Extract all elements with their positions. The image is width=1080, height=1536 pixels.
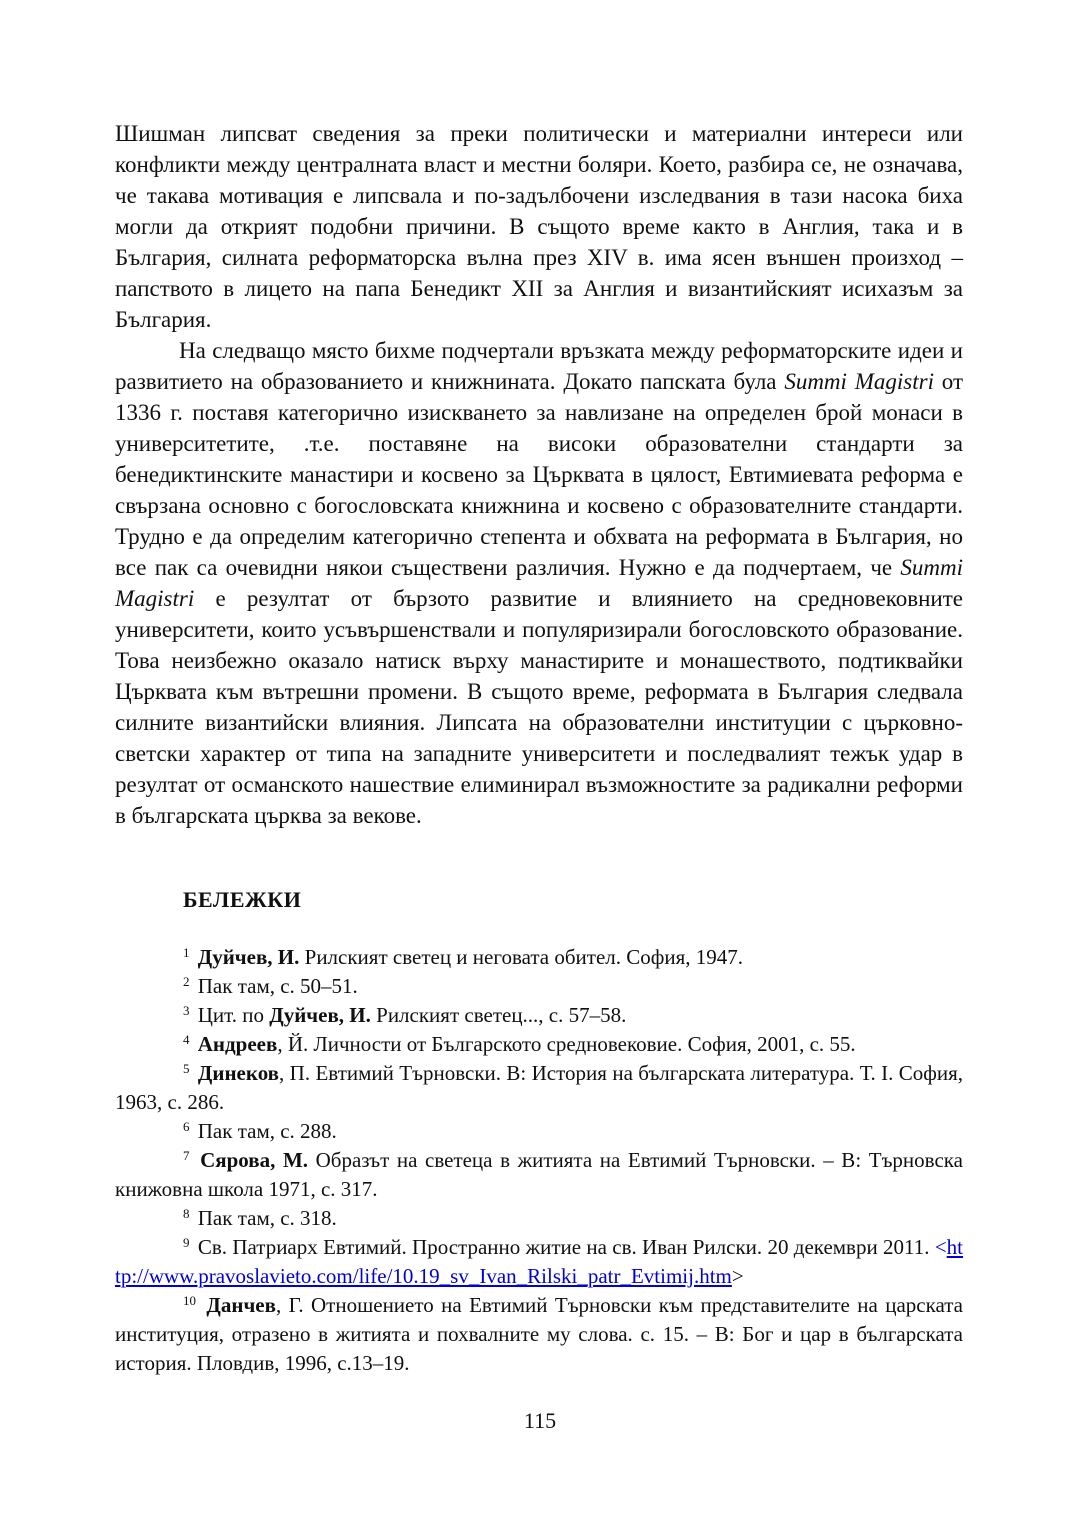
text-run-normal: Пак там, с. 288. xyxy=(197,1119,337,1143)
page-content xyxy=(115,118,963,1378)
text-run-italic: Summi Magistri xyxy=(115,555,963,611)
footnote-item xyxy=(115,972,963,1001)
footnote-number: 6 xyxy=(183,1119,190,1134)
text-run-bold: Данчев xyxy=(206,1293,276,1317)
text-run-normal: Рилският светец и неговата обител. София, 1947. xyxy=(299,945,744,969)
text-run-normal: Цит. по xyxy=(197,1003,270,1027)
body-text xyxy=(115,118,963,831)
footnote-item xyxy=(115,943,963,972)
footnote-number: 5 xyxy=(183,1061,190,1076)
text-run-italic: Summi Magistri xyxy=(784,369,934,394)
footnote-item xyxy=(115,1204,963,1233)
text-run-normal: , Й. Личности от Българското средновековие. София, 2001, с. 55. xyxy=(277,1032,856,1056)
text-run-normal: Рилският светец..., с. 57–58. xyxy=(370,1003,627,1027)
notes-heading: БЕЛЕЖКИ xyxy=(183,887,302,912)
footnote-item xyxy=(115,1001,963,1030)
footnote-number: 3 xyxy=(183,1003,190,1018)
footnote-item xyxy=(115,1146,963,1204)
text-run-normal: от 1336 г. поставя категорично изискването за навлизане на определен брой монаси в университетите, .т.е. поставяне на високи образователни стандарти за бенедиктинските манастири и косвено за Църквата в цялост, Евтимиевата реформа е свързана основно с богословската книжнина и косвено с образователните стандарти. Трудно е да определим категорично степента и обхвата на реформата в България, но все пак са очевидни някои съществени различия. Нужно е да подчертаем, че xyxy=(115,369,964,580)
text-run-normal: На следващо място бихме подчертали връзката между реформаторските идеи и развитието на образованието и книжнината. Докато папската була xyxy=(115,338,963,394)
footnote-number: 8 xyxy=(183,1206,190,1221)
text-run-bold: Дуйчев, И. xyxy=(197,945,300,969)
body-paragraph xyxy=(115,335,963,831)
text-run-bracket: < xyxy=(934,1235,947,1259)
text-run-normal: Образът на светеца в житията на Евтимий Търновски. – В: Търновска книжовна школа 1971, с. 317. xyxy=(115,1148,963,1201)
footnote-item xyxy=(115,1291,963,1378)
footnote-number: 4 xyxy=(183,1032,190,1047)
body-paragraph xyxy=(115,118,963,335)
footnote-number: 2 xyxy=(183,974,190,989)
text-run-normal: , П. Евтимий Търновски. В: История на българската литература. Т. I. София, 1963, с. 286. xyxy=(115,1061,963,1114)
text-run-normal: , Г. Отношението на Евтимий Търновски към представителите на царската институция, отразено в житията и похвалните му слова. с. 15. – В: Бог и цар в българската история. Пловдив, 1996, с.13–19. xyxy=(115,1293,963,1375)
footnote-number: 1 xyxy=(183,945,190,960)
text-run-normal: е резултат от бързото развитие и влиянието на средновековните университети, които усъвършенствали и популяризирали богословското образование. Това неизбежно оказало натиск върху манастирите и монашеството, подтиквайки Църквата към вътрешни промени. В същото време, реформата в България следвала силните византийски влияния. Липсата на образователни институции с църковно-светски характер от типа на западните университети и последвалият тежък удар в резултат от османското нашествие елиминирал възможностите за радикални реформи в българската църква за векове. xyxy=(115,586,963,828)
text-run-bold: Сярова, М. xyxy=(200,1148,309,1172)
notes-list xyxy=(115,943,963,1378)
text-run-normal: Пак там, с. 50–51. xyxy=(197,974,358,998)
footnote-item xyxy=(115,1059,963,1117)
footnote-item xyxy=(115,1117,963,1146)
text-run-bold: Динеков xyxy=(197,1061,280,1085)
footnote-url-link[interactable]: http://www.pravoslavieto.com/life/10.19_sv_Ivan_Rilski_patr_Evtimij.htm xyxy=(115,1235,964,1288)
text-run-normal: Пак там, с. 318. xyxy=(197,1206,337,1230)
footnote-number: 9 xyxy=(183,1235,190,1250)
footnote-item xyxy=(115,1030,963,1059)
page-number: 115 xyxy=(523,1408,557,1433)
footnote-item xyxy=(115,1233,963,1291)
text-run-bold: Дуйчев, И. xyxy=(269,1003,371,1027)
text-run-normal: > xyxy=(731,1264,744,1288)
text-run-normal: Шишман липсват сведения за преки политически и материални интереси или конфликти между централната власт и местни боляри. Което, разбира се, не означава, че такава мотивация е липсвала и по-задълбочени изследвания в тази насока биха могли да открият подобни причини. В същото време както в Англия, така и в България, силната реформаторска вълна през XIV в. има ясен външен произход – папството в лицето на папа Бенедикт XII за Англия и византийският исихазъм за България. xyxy=(115,121,963,332)
text-run-normal: Св. Патриарх Евтимий. Пространно житие на св. Иван Рилски. 20 декември 2011. xyxy=(197,1235,935,1259)
text-run-bold: Андреев xyxy=(197,1032,278,1056)
footnote-number: 7 xyxy=(183,1148,190,1163)
footnote-number: 10 xyxy=(183,1293,196,1308)
